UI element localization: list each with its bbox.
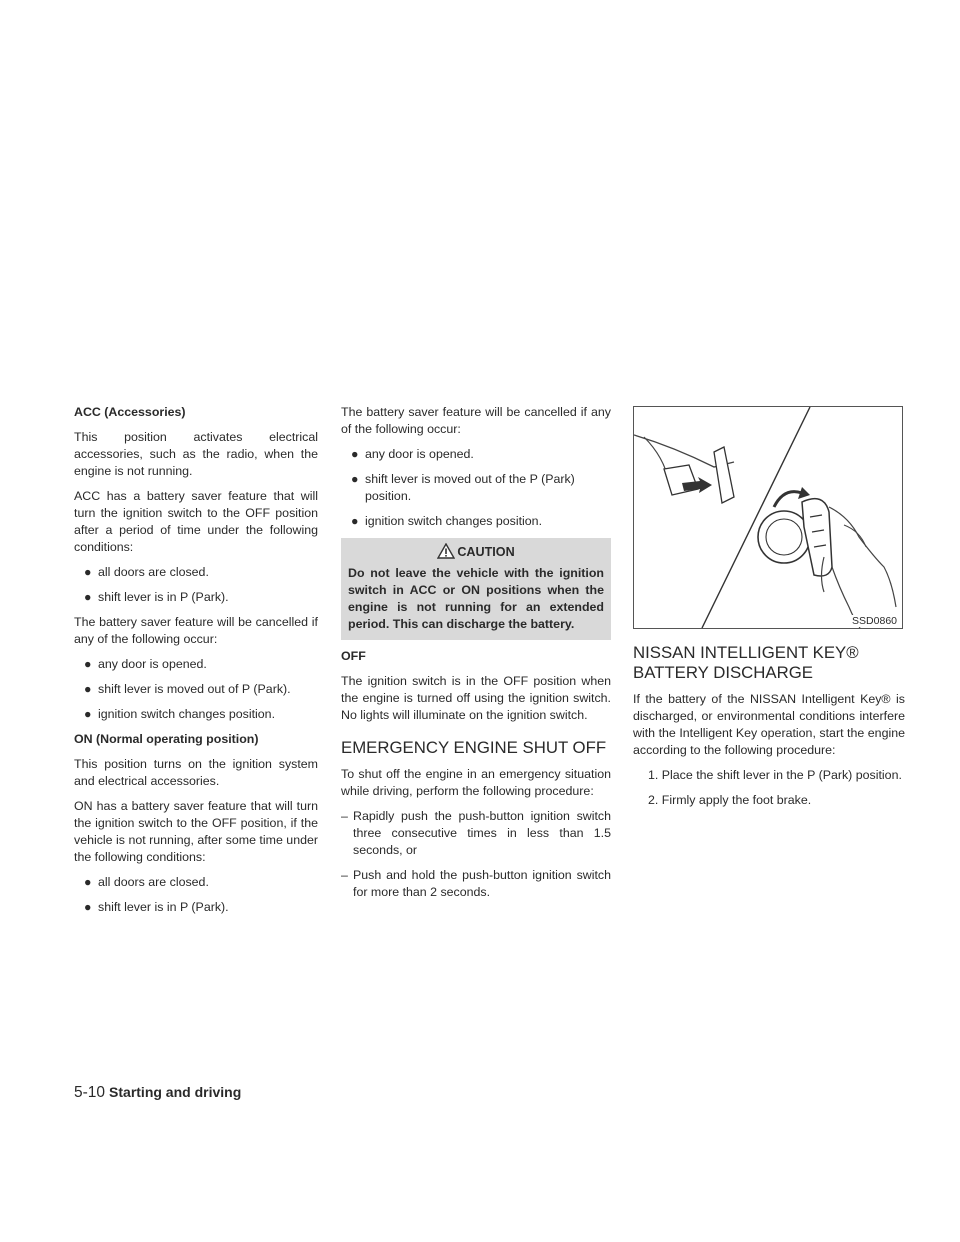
list-item: ● shift lever is moved out of the P (Park) position.: [351, 472, 575, 503]
key-fob-ignition-illustration: [634, 407, 902, 628]
intelligent-key-paragraph: If the battery of the NISSAN Intelligent Key® is discharged, or environmental conditions interfere with the Intelligent Key operation, start the engine according to the following procedure:: [633, 692, 905, 757]
acc-paragraph-1: This position activates electrical accessories, such as the radio, when the engine is not running.: [74, 430, 318, 478]
bullet-icon: ●: [84, 900, 92, 914]
bullet-icon: ●: [84, 875, 92, 889]
acc-paragraph-2: ACC has a battery saver feature that will turn the ignition switch to the OFF position after a period of time under the following conditions:: [74, 489, 318, 554]
caution-header: [348, 543, 604, 561]
caution-box: [341, 538, 611, 640]
bullet-icon: ●: [84, 682, 92, 696]
acc-conditions-list: [74, 564, 318, 606]
list-item: 1. Place the shift lever in the P (Park) position.: [648, 768, 902, 782]
list-item: ● ignition switch changes position.: [84, 707, 276, 721]
bullet-icon: ●: [351, 472, 359, 486]
off-paragraph: The ignition switch is in the OFF position when the engine is turned off using the ignition switch. No lights will illuminate on the ignition switch.: [341, 674, 611, 722]
list-item: ● shift lever is in P (Park).: [84, 900, 229, 914]
column-right: [633, 404, 905, 817]
intelligent-key-steps: [633, 767, 905, 809]
list-item: ● any door is opened.: [351, 447, 474, 461]
list-item: 2. Firmly apply the foot brake.: [648, 793, 812, 807]
acc-heading: ACC (Accessories): [74, 405, 186, 419]
column-left: [74, 404, 318, 924]
acc-paragraph-3: The battery saver feature will be cancelled if any of the following occur:: [74, 615, 318, 646]
warning-icon: [437, 543, 455, 559]
bullet-icon: ●: [84, 565, 92, 579]
intelligent-key-title: NISSAN INTELLIGENT KEY® BATTERY DISCHARGE: [633, 643, 859, 682]
off-heading: OFF: [341, 649, 366, 663]
list-item: – Push and hold the push-button ignition switch for more than 2 seconds.: [341, 868, 611, 899]
caution-text: Do not leave the vehicle with the ignition switch in ACC or ON positions when the engine is not running for an extended period. This can discharge the battery.: [348, 566, 604, 631]
emergency-steps-list: [341, 808, 611, 901]
list-item: ● shift lever is moved out of P (Park).: [84, 682, 291, 696]
emergency-shutoff-title: EMERGENCY ENGINE SHUT OFF: [341, 738, 607, 757]
on-conditions-list: [74, 874, 318, 916]
section-name: Starting and driving: [109, 1084, 242, 1100]
acc-cancel-list: [74, 656, 318, 723]
list-item: ● all doors are closed.: [84, 565, 209, 579]
bullet-icon: ●: [84, 657, 92, 671]
list-item: ● all doors are closed.: [84, 875, 209, 889]
illustration-figure: [633, 406, 903, 629]
page-footer: [74, 1084, 241, 1101]
bullet-icon: ●: [84, 707, 92, 721]
emergency-paragraph: To shut off the engine in an emergency situation while driving, perform the following procedure:: [341, 767, 611, 798]
list-item: ● shift lever is in P (Park).: [84, 590, 229, 604]
list-item: ● any door is opened.: [84, 657, 207, 671]
on-paragraph-1: This position turns on the ignition system and electrical accessories.: [74, 757, 318, 788]
caution-title: CAUTION: [457, 545, 515, 559]
on-paragraph-2: ON has a battery saver feature that will turn the ignition switch to the OFF position, if the vehicle is not running, after some time under the following conditions:: [74, 799, 318, 864]
battery-saver-paragraph: The battery saver feature will be cancelled if any of the following occur:: [341, 405, 611, 436]
bullet-icon: ●: [351, 514, 359, 528]
on-heading: ON (Normal operating position): [74, 732, 259, 746]
list-item: ● ignition switch changes position.: [351, 514, 543, 528]
column-middle: [341, 404, 611, 909]
page-number: 5-10: [74, 1084, 106, 1101]
bullet-icon: ●: [351, 447, 359, 461]
figure-id-label: SSD0860: [852, 615, 897, 627]
list-item: – Rapidly push the push-button ignition switch three consecutive times in less than 1.5 seconds, or: [341, 809, 611, 857]
cancel-list: [341, 446, 611, 530]
bullet-icon: ●: [84, 590, 92, 604]
